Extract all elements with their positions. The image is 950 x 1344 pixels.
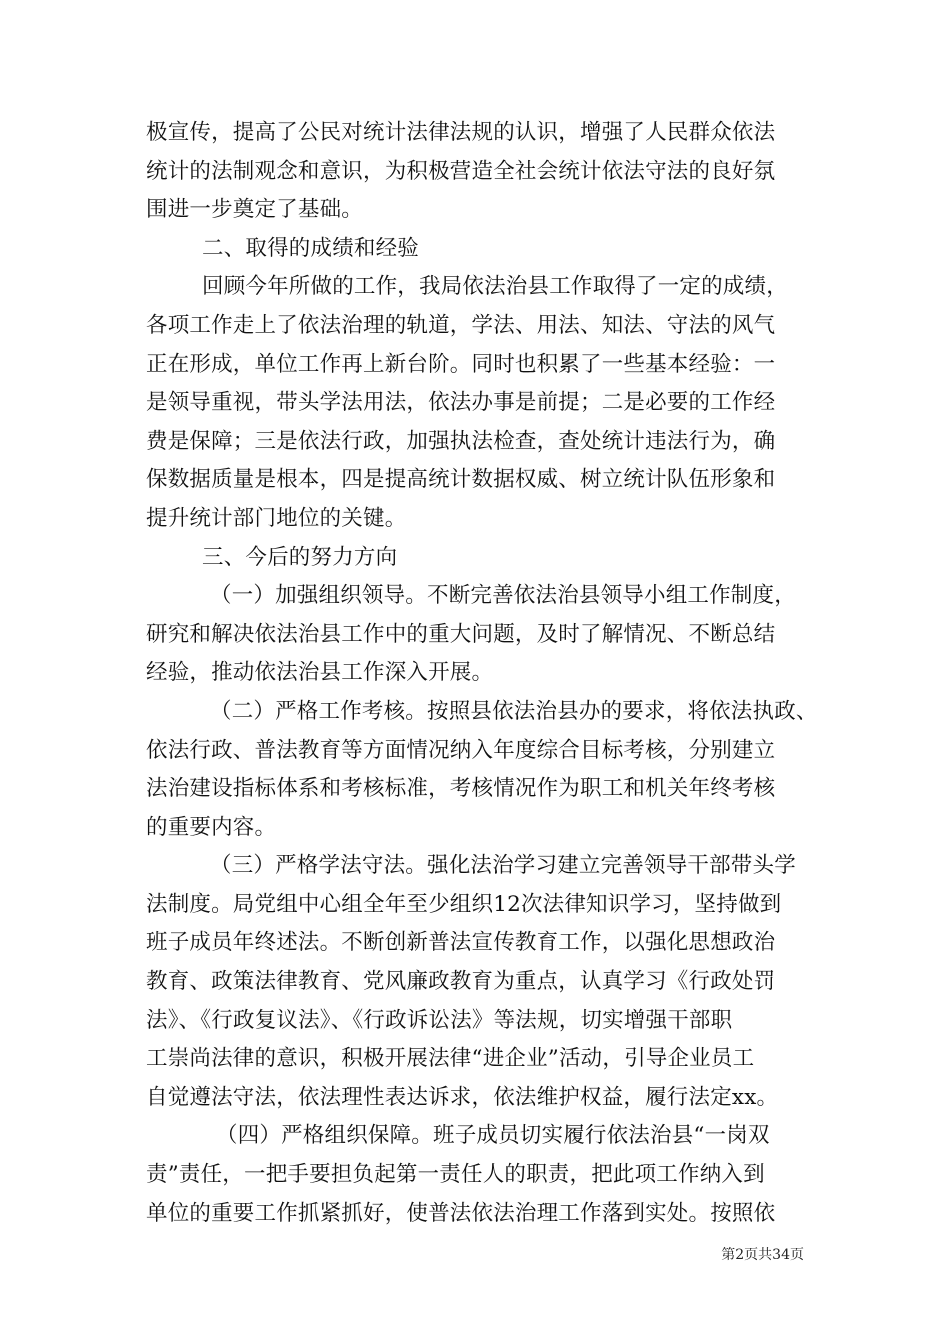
page-number: 第2页共34页 [721,1247,804,1263]
section-heading: 三、今后的努力方向 [202,544,398,570]
document-body [146,114,816,1233]
text-line: 自觉遵法守法，依法理性表达诉求，依法维护权益，履行法定xx。 [146,1084,779,1110]
text-line: （一）加强组织领导。不断完善依法治县领导小组工作制度， [210,583,796,609]
text-line: 围进一步奠定了基础。 [146,197,364,223]
text-line: 提升统计部门地位的关键。 [146,505,407,531]
text-line: 保数据质量是根本，四是提高统计数据权威、树立统计队伍形象和 [146,467,776,493]
text-line: 法治建设指标体系和考核标准，考核情况作为职工和机关年终考核 [146,776,776,802]
text-line: 经验，推动依法治县工作深入开展。 [146,660,494,686]
section-heading: 二、取得的成绩和经验 [202,235,420,261]
text-line: 法》、《行政复议法》、《行政诉讼法》等法规，切实增强干部职 [146,1007,733,1033]
text-line: 工崇尚法律的意识，积极开展法律“进企业”活动，引导企业员工 [146,1046,755,1072]
text-line: 的重要内容。 [146,814,277,840]
text-line: 费是保障；三是依法行政，加强执法检查，查处统计违法行为，确 [146,428,776,454]
text-line: 统计的法制观念和意识，为积极营造全社会统计依法守法的良好氛 [146,158,776,184]
text-line: 回顾今年所做的工作，我局依法治县工作取得了一定的成绩， [202,274,788,300]
text-line: 依法行政、普法教育等方面情况纳入年度综合目标考核，分别建立 [146,737,776,763]
text-line: 各项工作走上了依法治理的轨道，学法、用法、知法、守法的风气 [146,312,776,338]
text-line: （四）严格组织保障。班子成员切实履行依法治县“一岗双 [216,1123,770,1149]
text-line: （二）严格工作考核。按照县依法治县办的要求，将依法执政、 [210,698,818,724]
text-line: （三）严格学法守法。强化法治学习建立完善领导干部带头学 [210,853,796,879]
text-line: 单位的重要工作抓紧抓好，使普法依法治理工作落到实处。按照依 [146,1200,776,1226]
text-line: 责”责任，一把手要担负起第一责任人的职责，把此项工作纳入到 [146,1162,765,1188]
text-line: 极宣传，提高了公民对统计法律法规的认识，增强了人民群众依法 [146,120,776,145]
text-line: 班子成员年终述法。不断创新普法宣传教育工作，以强化思想政治 [146,930,776,956]
text-line: 教育、政策法律教育、党风廉政教育为重点，认真学习《行政处罚 [146,969,776,995]
text-line: 是领导重视，带头学法用法，依法办事是前提；二是必要的工作经 [146,390,776,416]
text-line: 研究和解决依法治县工作中的重大问题，及时了解情况、不断总结 [146,621,776,647]
text-line: 正在形成，单位工作再上新台阶。同时也积累了一些基本经验：一 [146,351,776,377]
text-line: 法制度。局党组中心组全年至少组织12次法律知识学习，坚持做到 [146,891,782,917]
